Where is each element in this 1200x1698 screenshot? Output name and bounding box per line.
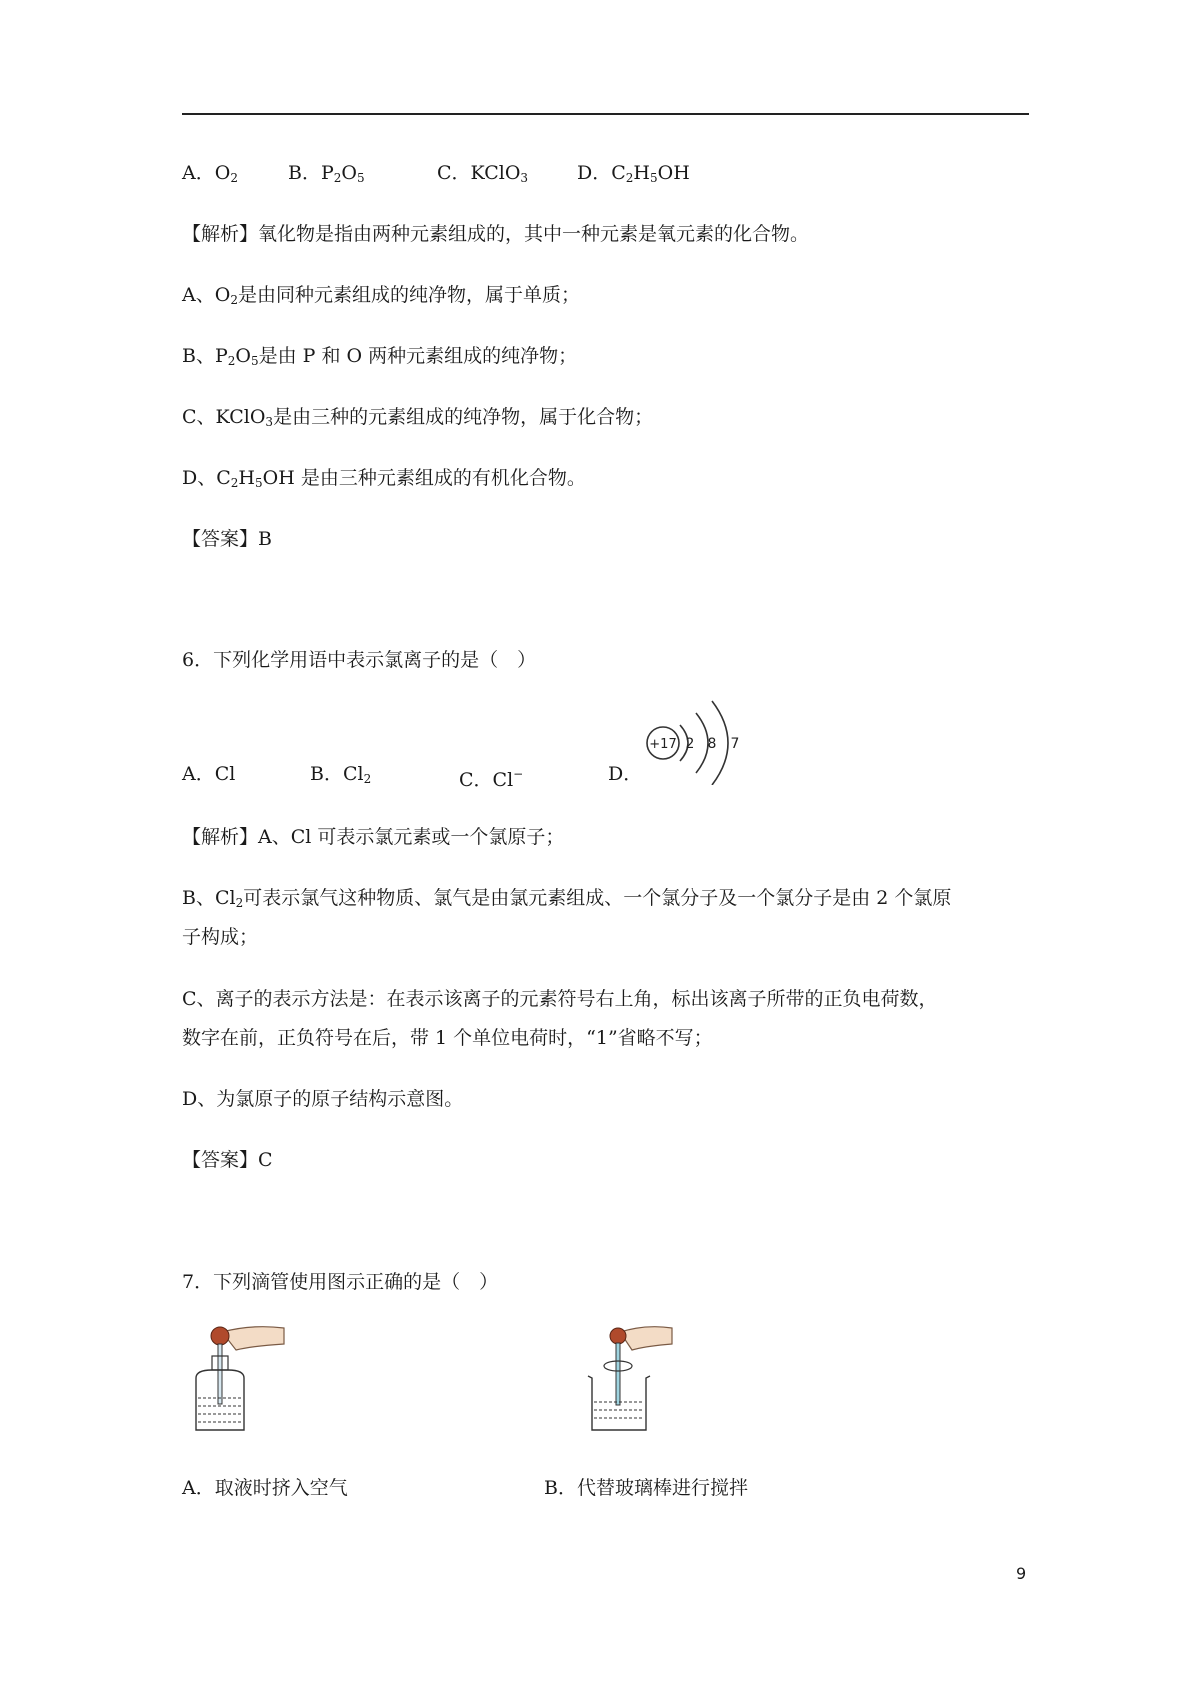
q7-option-a: A．取液时挤入空气 [182, 1477, 348, 1499]
q5-option-c: C．KClO$_3$ [437, 162, 529, 185]
q5-answer: 【答案】B [182, 528, 272, 550]
q6-analysis-d: D、为氯原子的原子结构示意图。 [182, 1088, 464, 1110]
header-rule [182, 113, 1029, 115]
dropper-bulb [610, 1328, 626, 1344]
q5-analysis-b: B、$P_2O_5$是由 P 和 O 两种元素组成的纯净物； [182, 345, 578, 368]
shell-3-electrons: 7 [730, 736, 740, 752]
q6-option-a: A．Cl [182, 763, 236, 785]
nucleus-charge: +17 [649, 737, 677, 752]
dropper-tube [616, 1343, 620, 1405]
q6-option-b: B．$Cl_2$ [310, 763, 372, 786]
q7-stem: 7．下列滴管使用图示正确的是（ ） [182, 1271, 499, 1293]
q5-option-d: D．$C_2H_5OH$ [577, 162, 690, 185]
q5-analysis-c: C、KClO$_3$是由三种的元素组成的纯净物，属于化合物； [182, 406, 654, 429]
dropper-reagent-bottle-illustration [192, 1318, 292, 1434]
q6-analysis-a: 【解析】A、Cl 可表示氯元素或一个氯原子； [182, 826, 565, 848]
q5-option-a: A．$O_2$ [182, 162, 238, 185]
shell-2-electrons: 8 [707, 736, 717, 752]
q5-analysis-a: A、$O_2$是由同种元素组成的纯净物，属于单质； [182, 284, 580, 307]
q6-answer: 【答案】C [182, 1149, 273, 1171]
chlorine-atom-structure-diagram [640, 695, 750, 785]
hand-shape [222, 1327, 284, 1350]
q6-analysis-c2: 数字在前，正负符号在后，带 1 个单位电荷时，“1”省略不写； [182, 1027, 713, 1049]
page-number: 9 [1016, 1564, 1027, 1583]
q6-analysis-c1: C、离子的表示方法是：在表示该离子的元素符号右上角，标出该离子所带的正负电荷数， [182, 988, 938, 1010]
hand-shape [620, 1327, 672, 1350]
dropper-bulb [211, 1327, 229, 1345]
q6-analysis-b: B、$Cl_2$可表示氯气这种物质、氯气是由氯元素组成、一个氯分子及一个氯分子是由 2 个氯原 [182, 887, 952, 910]
electron-shell-2 [696, 713, 708, 773]
q6-stem: 6．下列化学用语中表示氯离子的是（ ） [182, 649, 537, 671]
q6-analysis-b-cont: 子构成； [182, 926, 259, 948]
shell-1-electrons: 2 [685, 736, 695, 752]
dropper-beaker-stirring-illustration [580, 1318, 680, 1434]
q6-option-d: D． [608, 763, 643, 785]
q5-analysis: 【解析】氧化物是指由两种元素组成的，其中一种元素是氧元素的化合物。 [182, 223, 810, 245]
dropper-tube [218, 1344, 222, 1404]
q6-option-c: C．Cl− [459, 767, 524, 791]
q5-option-b: B．$P_2O_5$ [288, 162, 365, 185]
q5-analysis-d: D、$C_2H_5OH$ 是由三种元素组成的有机化合物。 [182, 467, 586, 490]
q7-option-b: B．代替玻璃棒进行搅拌 [544, 1477, 748, 1499]
